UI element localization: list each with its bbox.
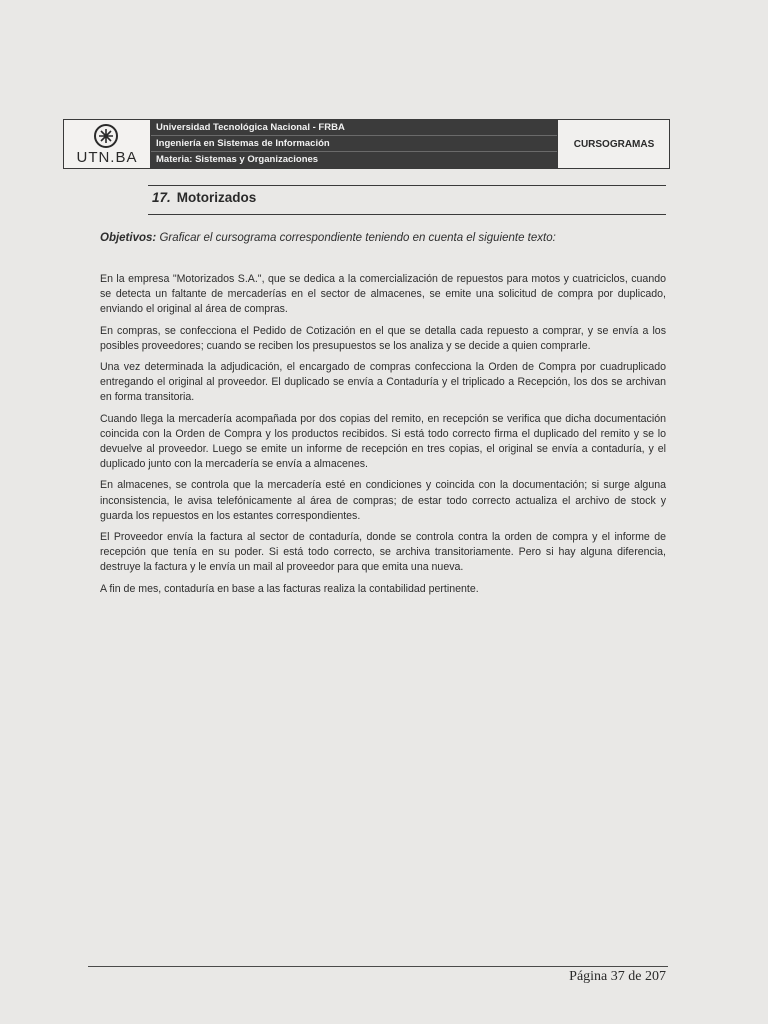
exercise-body	[100, 272, 666, 603]
objectives	[100, 232, 670, 244]
paragraph: El Proveedor envía la factura al sector de contaduría, donde se controla contra la orden de compra y el informe de recepción que tenía en su poder. Si está todo correcto, se archiva transitoriamente. Pero si hay alguna diferencia, destruye la factura y le envía un mail al proveedor para que emita una nueva.	[100, 531, 666, 574]
objectives-text: Graficar el cursograma correspondiente teniendo en cuenta el siguiente texto:	[159, 232, 556, 244]
exercise-number: 17.	[152, 190, 171, 205]
exercise-title	[152, 190, 256, 205]
logo-text: UTN.BA	[76, 149, 138, 166]
university-name: Universidad Tecnológica Nacional - FRBA	[151, 120, 557, 136]
utn-emblem-icon	[94, 124, 118, 148]
title-bottom-rule	[148, 214, 666, 215]
paragraph: En la empresa "Motorizados S.A.", que se dedica a la comercialización de repuestos para motos y cuatriciclos, cuando se detecta un faltante de mercaderías en el sector de almacenes, se emite una solicitud de compra por duplicado, enviando el original al área de compras.	[100, 273, 666, 316]
header-info-band	[151, 120, 557, 168]
paragraph: Una vez determinada la adjudicación, el encargado de compras confecciona la Orden de Compra por cuadruplicado entregando el original al proveedor. El duplicado se envía a Contaduría y el triplicado a Recepción, los dos se archivan en forma transitoria.	[100, 361, 666, 404]
paragraph: En compras, se confecciona el Pedido de Cotización en el que se detalla cada repuesto a comprar, y se envía a los posibles proveedores; cuando se reciben los presupuestos se los analiza y se decide a quien comprarle.	[100, 324, 666, 352]
title-top-rule	[148, 185, 666, 186]
page-header	[63, 119, 670, 169]
exercise-name: Motorizados	[176, 190, 257, 205]
paragraph: En almacenes, se controla que la mercadería esté en condiciones y coincida con la documentación; si surge alguna inconsistencia, le avisa telefónicamente al área de compras; de estar todo correcto actualiza el archivo de stock y guarda los repuestos en los estantes correspondientes.	[100, 479, 666, 522]
paragraph: Cuando llega la mercadería acompañada por dos copias del remito, en recepción se verifica que dicha documentación coincida con la Orden de Compra y los productos recibidos. Si está todo correcto firma el duplicado del remito y se lo devuelve al proveedor. Luego se emite un informe de recepción en tres copias, el original se envía a contaduría, y el duplicado junto con la mercadería se envía a almacenes.	[100, 412, 666, 471]
career-name: Ingeniería en Sistemas de Información	[151, 136, 557, 152]
section-label: CURSOGRAMAS	[557, 120, 670, 168]
objectives-label: Objetivos:	[100, 232, 157, 244]
subject-name: Materia: Sistemas y Organizaciones	[156, 154, 319, 165]
page-number: Página 37 de 207	[569, 969, 666, 984]
footer-rule	[88, 966, 668, 967]
university-logo	[64, 120, 151, 168]
paragraph: A fin de mes, contaduría en base a las facturas realiza la contabilidad pertinente.	[100, 582, 479, 595]
